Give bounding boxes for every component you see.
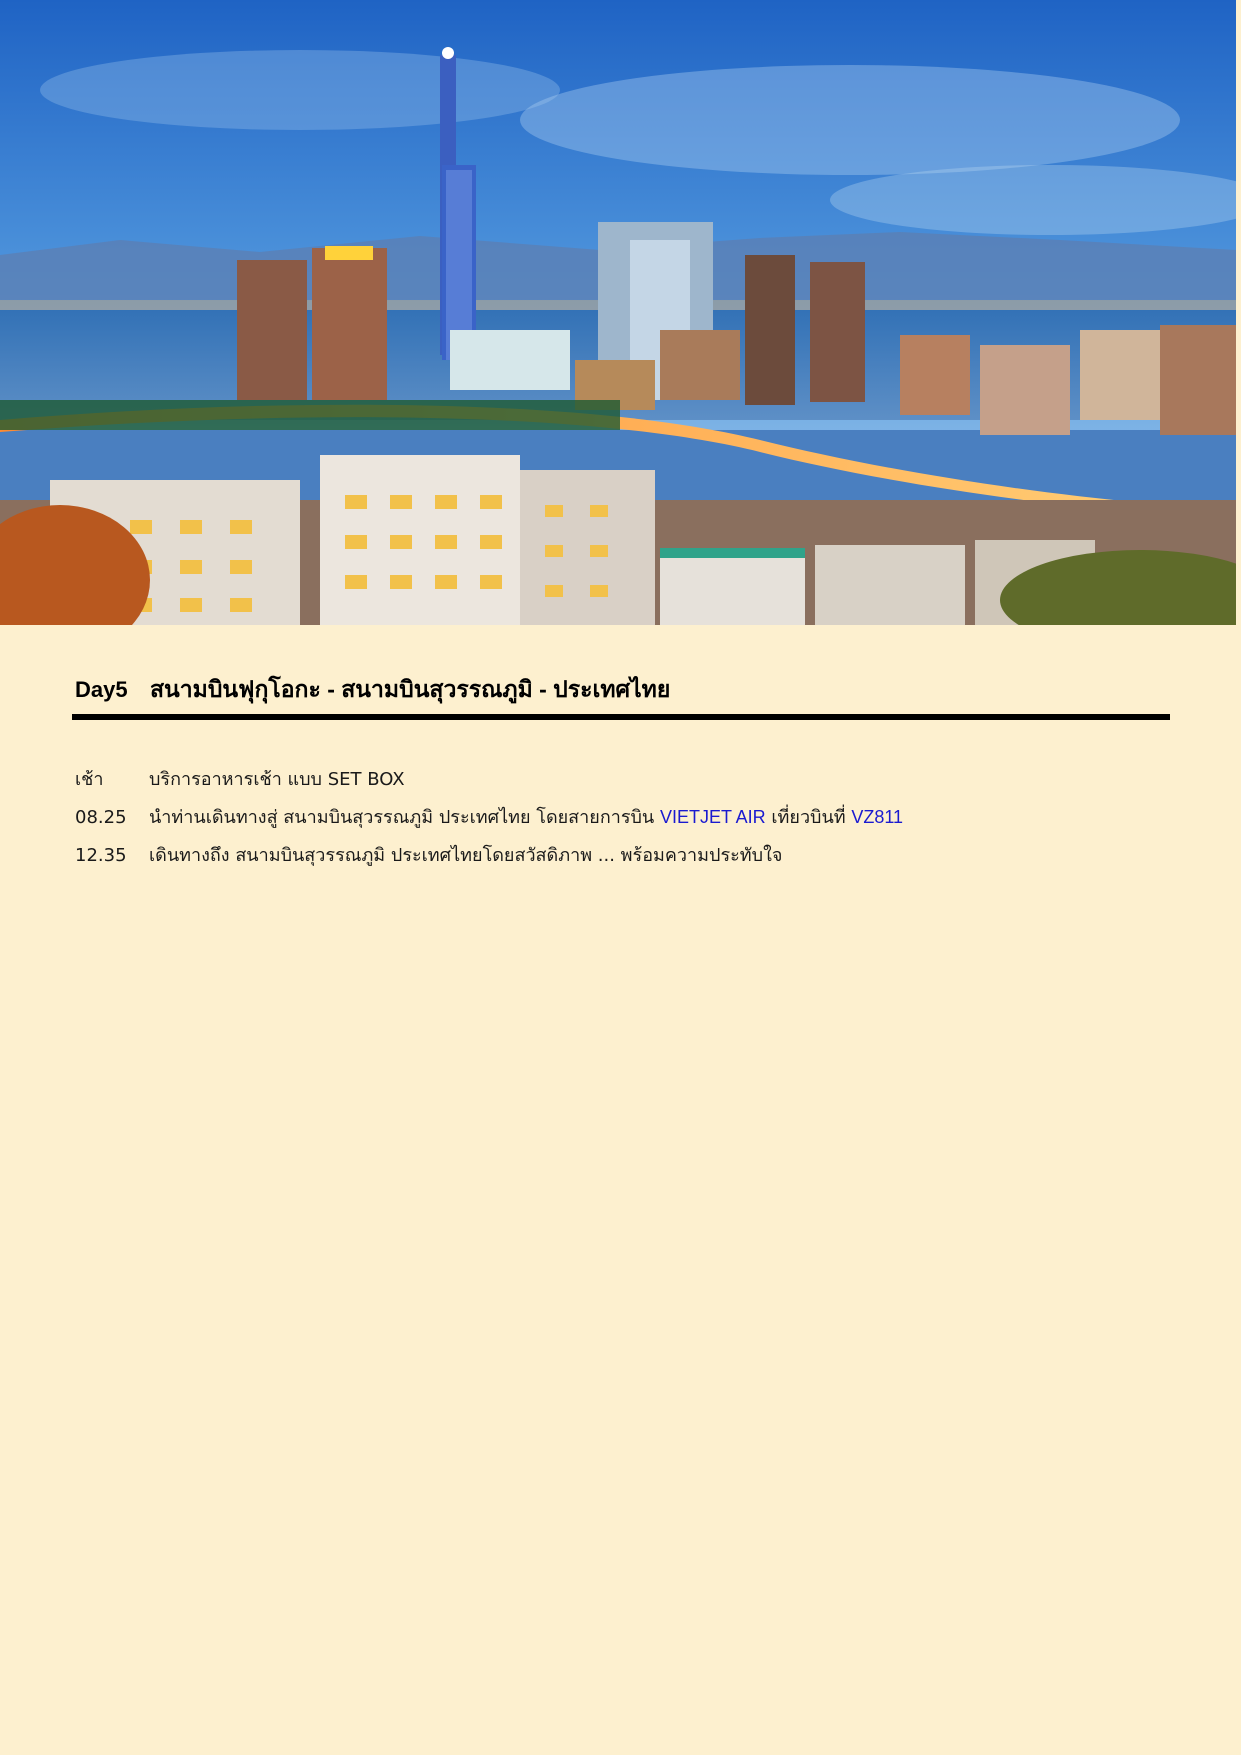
schedule-time: 12.35	[75, 845, 127, 866]
schedule-row	[75, 840, 1175, 878]
schedule-text	[149, 802, 1175, 831]
schedule-text: บริการอาหารเช้า แบบ SET BOX	[149, 769, 405, 790]
day-header	[75, 672, 1170, 708]
schedule-time: เช้า	[75, 769, 104, 790]
airline-name: VIETJET AIR	[659, 807, 766, 827]
schedule-text-part: นำท่านเดินทางสู่ สนามบินสุวรรณภูมิ ประเทศไทย โดยสายการบิน	[149, 807, 660, 828]
schedule-list	[75, 764, 1175, 878]
day-label: Day5	[75, 677, 128, 702]
flight-number: VZ811	[851, 807, 904, 827]
day-title: สนามบินฟุกุโอกะ - สนามบินสุวรรณภูมิ - ประเทศไทย	[150, 676, 671, 702]
schedule-time: 08.25	[75, 807, 127, 828]
schedule-text-part: เที่ยวบินที่	[765, 807, 852, 828]
schedule-row	[75, 764, 1175, 802]
schedule-row	[75, 802, 1175, 840]
schedule-text: เดินทางถึง สนามบินสุวรรณภูมิ ประเทศไทยโดยสวัสดิภาพ ... พร้อมความประทับใจ	[149, 845, 783, 866]
hero-image	[0, 0, 1236, 625]
header-divider	[72, 714, 1170, 720]
city-skyline-illustration	[0, 0, 1236, 625]
